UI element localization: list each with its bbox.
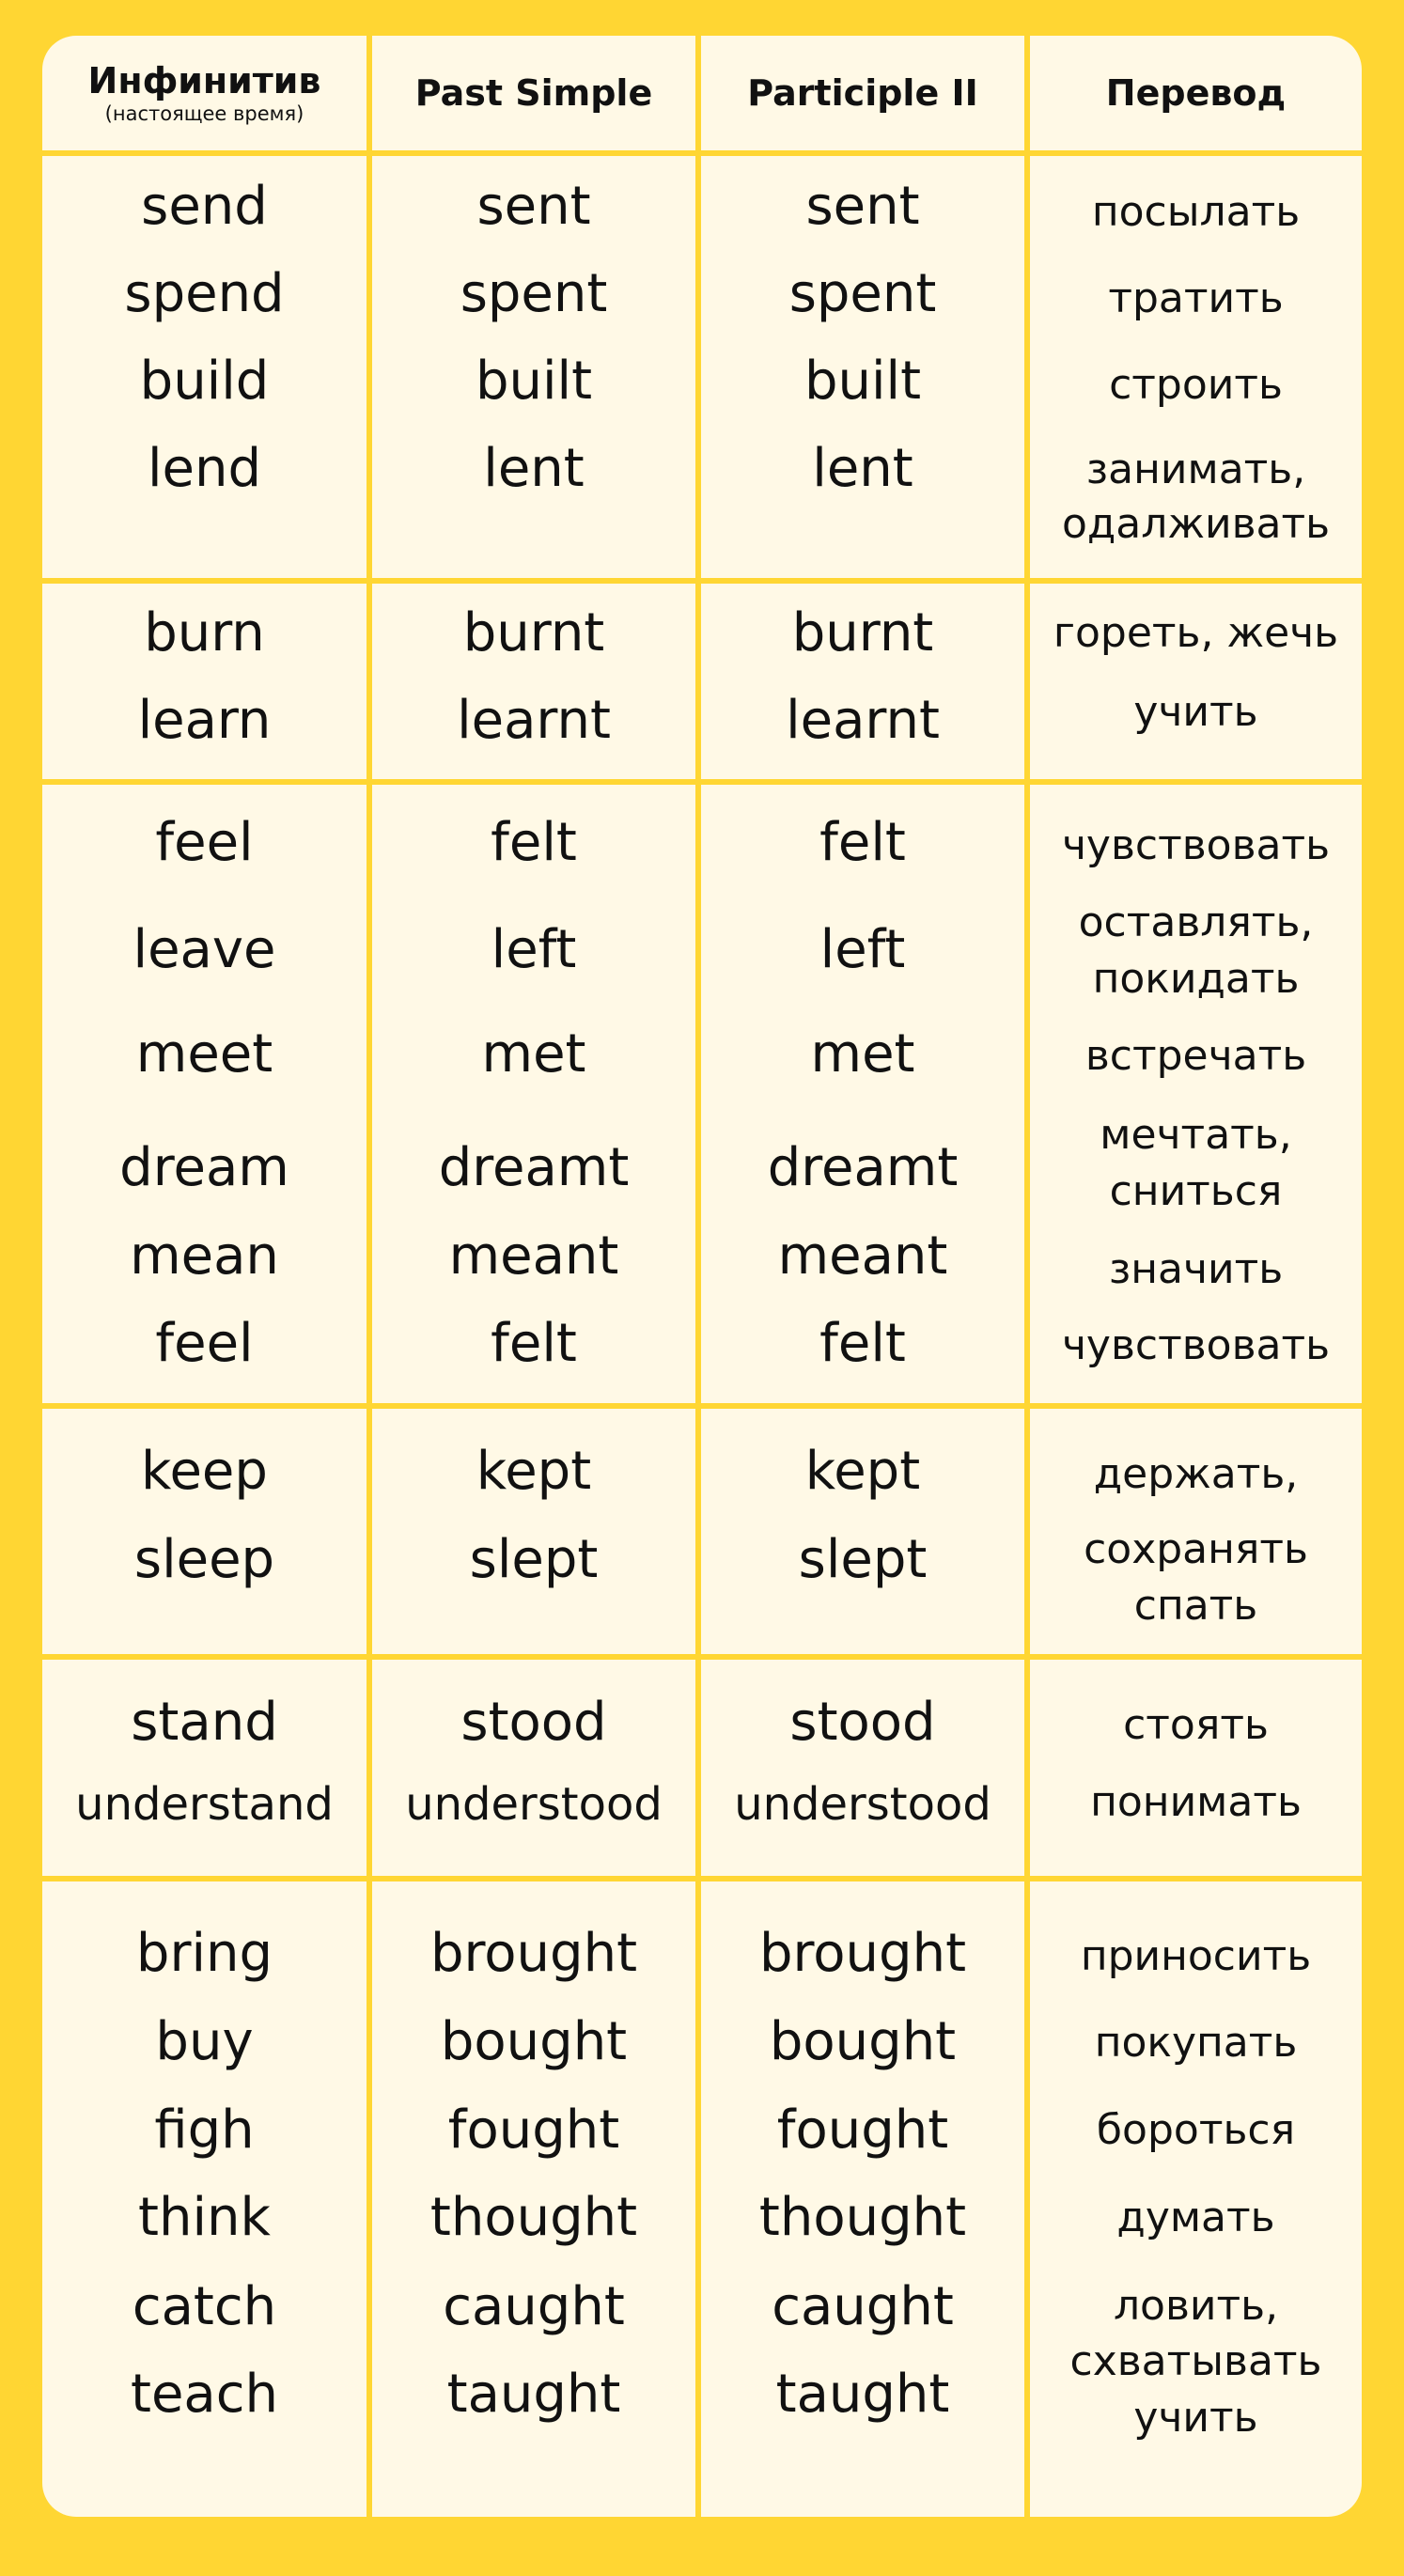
past-simple-cell: fought (447, 2100, 620, 2161)
infinitive-cell: think (138, 2187, 271, 2248)
translation-line: схватывать (1069, 2337, 1322, 2385)
participle-cell: understood (734, 1778, 991, 1831)
infinitive-cell: understand (75, 1778, 334, 1831)
participle-cell: met (810, 1023, 915, 1085)
participle-cell: left (819, 919, 906, 980)
translation-line: стоять (1123, 1701, 1269, 1749)
infinitive-cell: teach (130, 2364, 278, 2425)
past-simple-cell: thought (429, 2187, 638, 2248)
translation-line: понимать (1090, 1778, 1302, 1826)
past-simple-cell: meant (448, 1226, 619, 1287)
translation-line: покупать (1094, 2019, 1298, 2067)
translation-line: посылать (1091, 188, 1301, 236)
participle-cell: thought (758, 2187, 967, 2248)
participle-cell: built (803, 351, 922, 412)
translation-line: чувствовать (1061, 1321, 1331, 1369)
group-divider (42, 1876, 1362, 1881)
header-translation (1030, 36, 1362, 150)
past-simple-cell: met (481, 1023, 586, 1085)
translation-line: чувствовать (1061, 821, 1331, 869)
infinitive-cell: spend (124, 263, 285, 324)
participle-cell: taught (775, 2364, 950, 2425)
group-divider (42, 779, 1362, 785)
participle-cell: kept (804, 1441, 921, 1502)
participle-cell: slept (798, 1529, 928, 1590)
past-simple-cell: understood (405, 1778, 663, 1831)
translation-line: ловить, (1113, 2282, 1279, 2330)
participle-cell: felt (819, 1313, 906, 1374)
infinitive-cell: stand (131, 1692, 278, 1753)
infinitive-cell: keep (141, 1441, 268, 1502)
past-simple-cell: built (475, 351, 593, 412)
infinitive-cell: figh (154, 2100, 255, 2161)
infinitive-cell: send (141, 176, 268, 237)
past-simple-cell: bought (440, 2011, 628, 2072)
group-divider (42, 1403, 1362, 1409)
translation-line: занимать, (1085, 445, 1306, 493)
translation-line: одалживать (1061, 500, 1331, 548)
past-simple-cell: learnt (457, 690, 611, 751)
header-infinitive-note: (настоящее время) (104, 102, 304, 125)
infinitive-cell: bring (135, 1923, 273, 1984)
participle-cell: lent (812, 438, 913, 499)
participle-cell: spent (788, 263, 937, 324)
infinitive-cell: buy (155, 2011, 254, 2072)
infinitive-cell: feel (155, 812, 254, 873)
infinitive-cell: sleep (133, 1529, 275, 1590)
infinitive-cell: leave (133, 919, 276, 980)
translation-line: спать (1133, 1582, 1258, 1630)
header-participle-label: Participle II (747, 72, 978, 114)
participle-cell: brought (758, 1923, 967, 1984)
translation-line: приносить (1080, 1932, 1312, 1980)
past-simple-cell: spent (460, 263, 608, 324)
translation-line: тратить (1108, 274, 1284, 322)
translation-line: думать (1116, 2194, 1275, 2241)
participle-cell: burnt (791, 602, 934, 664)
past-simple-cell: felt (491, 812, 577, 873)
infinitive-cell: lend (147, 438, 262, 499)
past-simple-cell: brought (429, 1923, 638, 1984)
past-simple-cell: caught (443, 2276, 625, 2337)
infinitive-cell: dream (119, 1137, 289, 1198)
past-simple-cell: felt (491, 1313, 577, 1374)
translation-line: учить (1133, 2394, 1258, 2442)
infinitive-cell: catch (132, 2276, 277, 2337)
header-infinitive-label: Инфинитив (87, 60, 321, 101)
verb-table (42, 36, 1362, 2517)
infinitive-cell: feel (155, 1313, 254, 1374)
infinitive-cell: learn (137, 690, 272, 751)
participle-cell: sent (805, 176, 920, 237)
header-past-simple (372, 36, 695, 150)
translation-line: сохранять (1084, 1525, 1308, 1573)
participle-cell: stood (789, 1692, 936, 1753)
translation-line: оставлять, (1078, 898, 1314, 946)
header-translation-label: Перевод (1105, 72, 1287, 114)
header-participle (701, 36, 1024, 150)
participle-cell: dreamt (767, 1137, 959, 1198)
past-simple-cell: burnt (462, 602, 605, 664)
past-simple-cell: dreamt (438, 1137, 630, 1198)
translation-line: встречать (1084, 1032, 1307, 1080)
infinitive-cell: burn (144, 602, 265, 664)
past-simple-cell: kept (476, 1441, 592, 1502)
header-infinitive (42, 36, 367, 150)
past-simple-cell: stood (460, 1692, 607, 1753)
translation-line: учить (1133, 688, 1258, 736)
infinitive-cell: mean (130, 1226, 279, 1287)
past-simple-cell: sent (476, 176, 591, 237)
group-divider (42, 578, 1362, 584)
translation-line: покидать (1092, 955, 1300, 1003)
past-simple-cell: slept (469, 1529, 599, 1590)
participle-cell: felt (819, 812, 906, 873)
past-simple-cell: left (491, 919, 577, 980)
translation-line: гореть, жечь (1053, 609, 1339, 657)
infinitive-cell: meet (135, 1023, 273, 1085)
participle-cell: fought (776, 2100, 949, 2161)
translation-line: значить (1108, 1245, 1284, 1293)
past-simple-cell: lent (483, 438, 585, 499)
translation-line: бороться (1096, 2106, 1296, 2154)
infinitive-cell: build (139, 351, 270, 412)
group-divider (42, 1654, 1362, 1660)
header-past-simple-label: Past Simple (414, 72, 653, 114)
header-divider (42, 150, 1362, 156)
translation-line: сниться (1109, 1167, 1283, 1215)
translation-line: строить (1109, 361, 1283, 409)
translation-line: мечтать, (1100, 1111, 1292, 1159)
participle-cell: meant (777, 1226, 948, 1287)
participle-cell: caught (772, 2276, 954, 2337)
translation-line: держать, (1093, 1450, 1299, 1498)
participle-cell: learnt (786, 690, 940, 751)
past-simple-cell: taught (446, 2364, 621, 2425)
participle-cell: bought (769, 2011, 957, 2072)
